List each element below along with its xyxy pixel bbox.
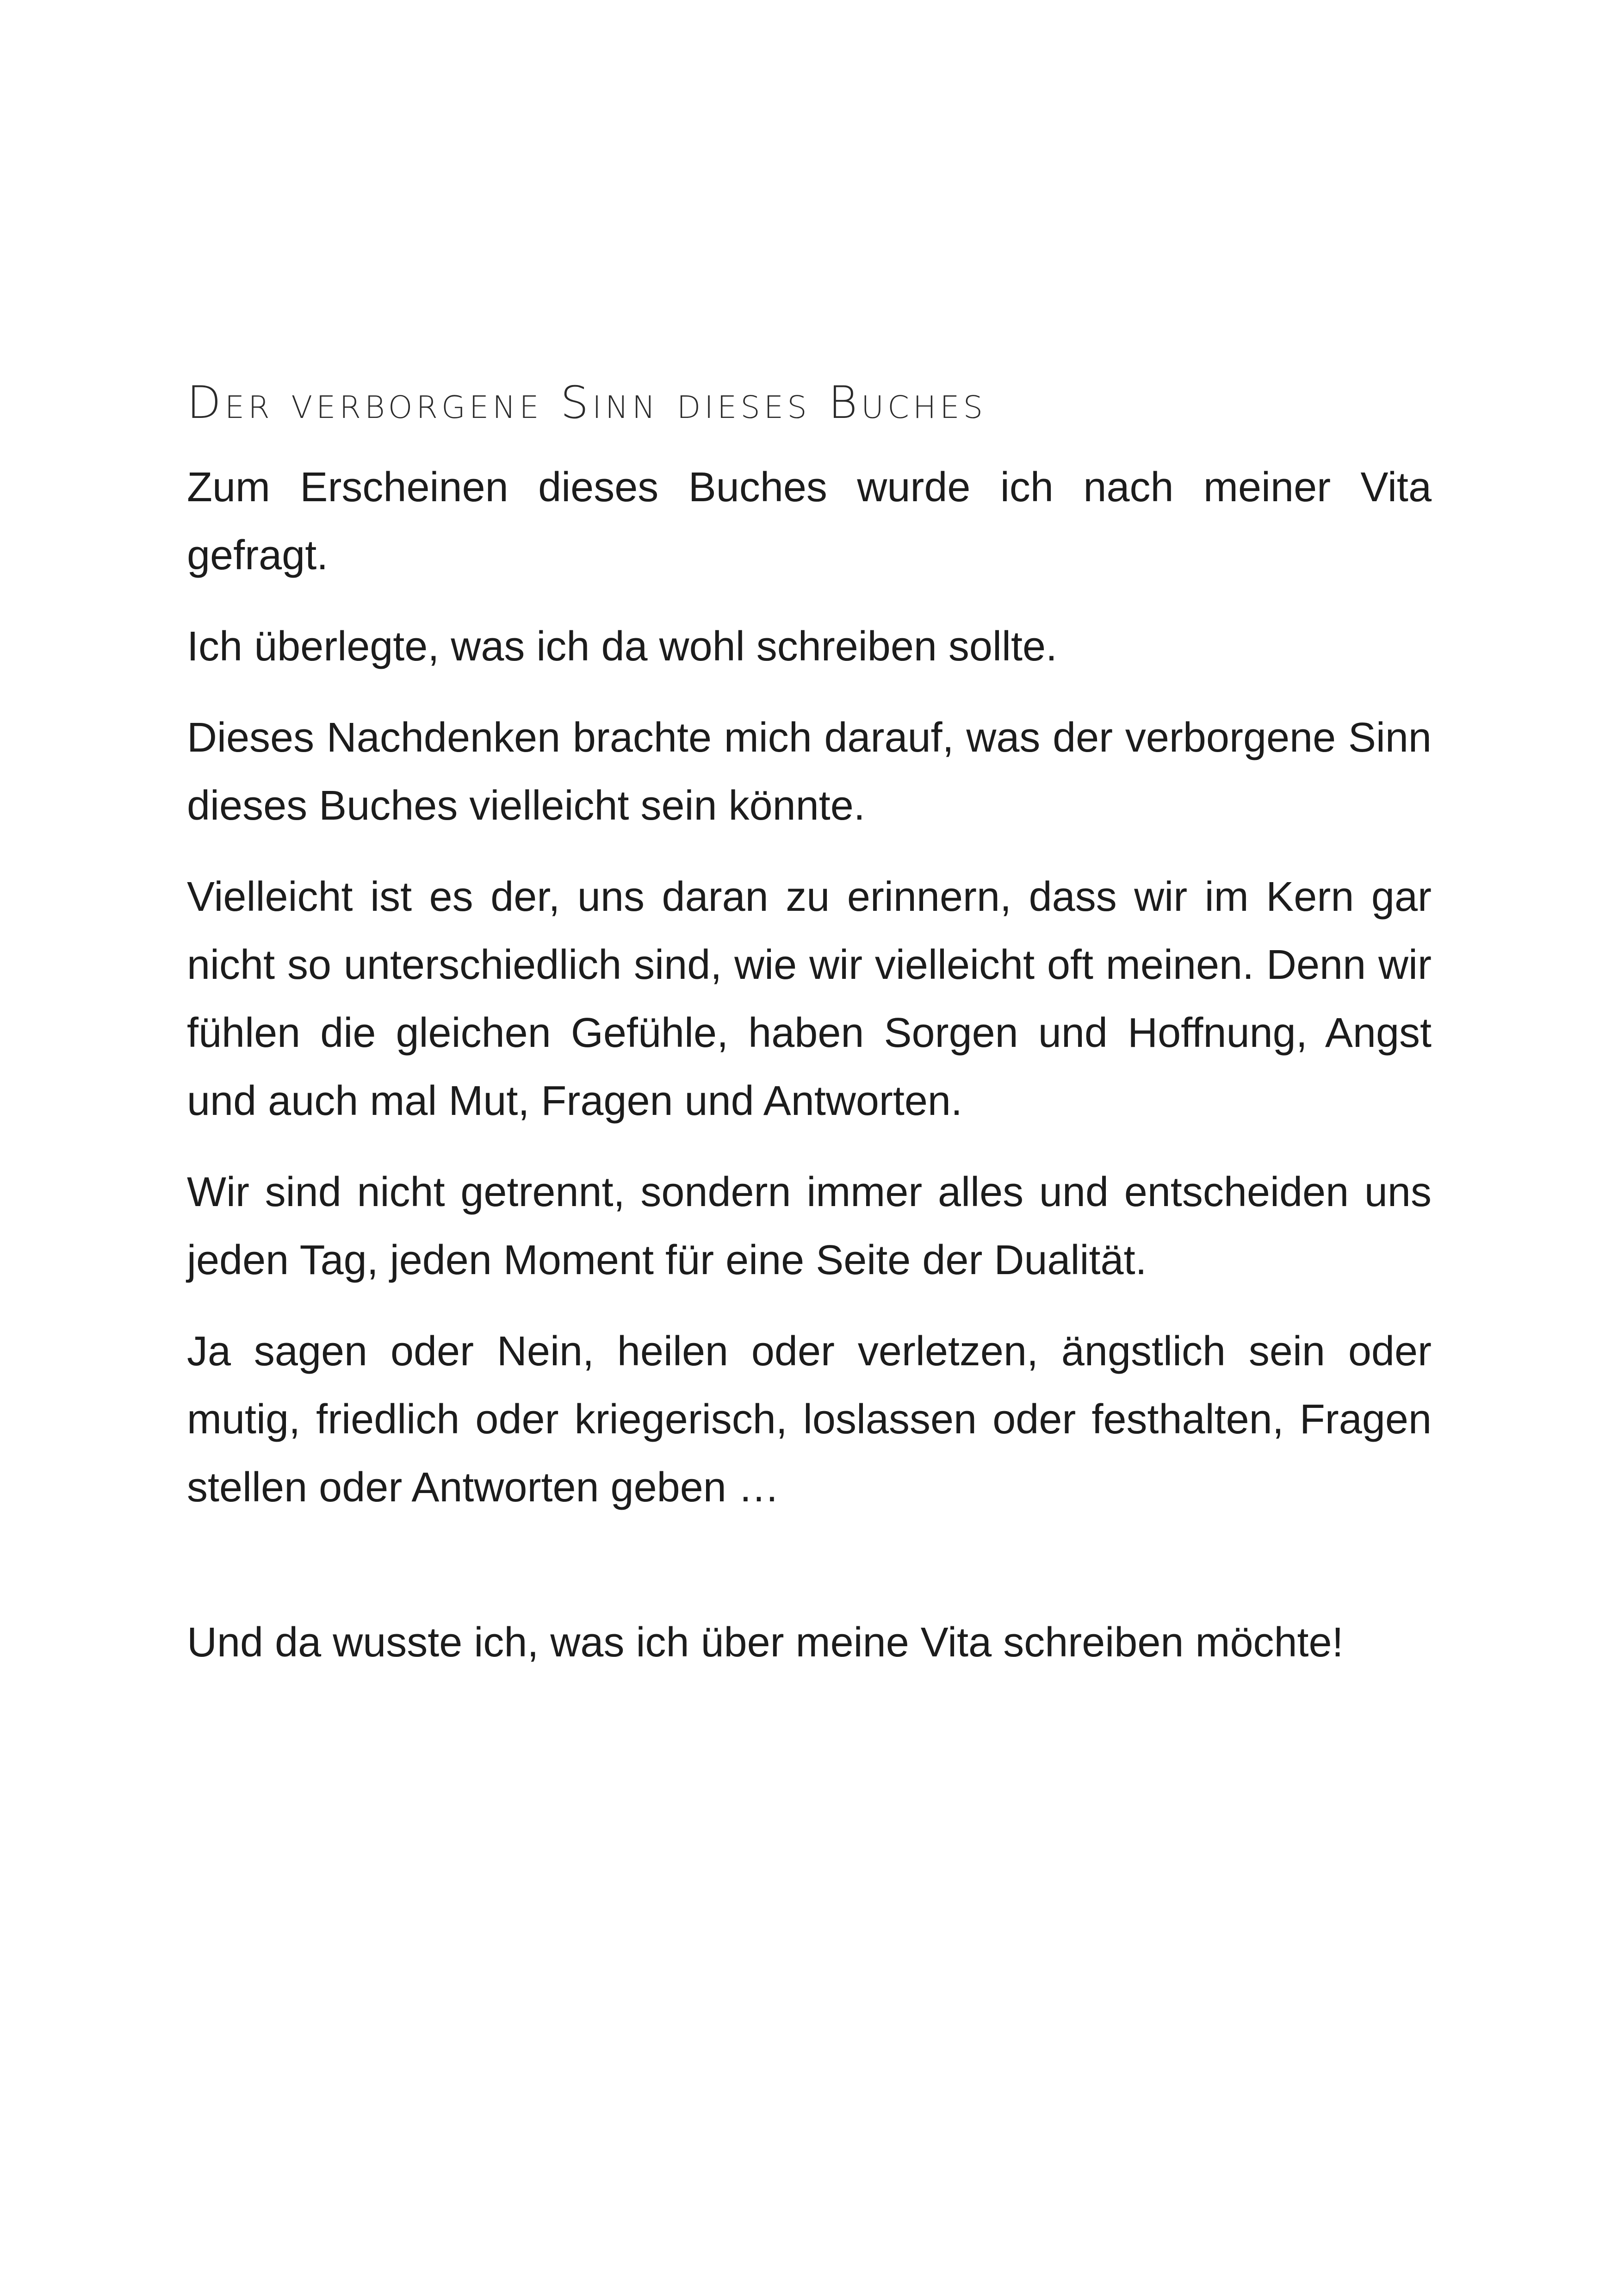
chapter-heading: Der verborgene Sinn dieses Buches	[187, 377, 987, 429]
paragraph-5: Wir sind nicht getrennt, sondern immer alles und entscheiden uns jeden Tag, jeden Moment für eine Seite der Dualität.	[187, 1169, 1432, 1283]
paragraph-2: Ich überlegte, was ich da wohl schreiben sollte.	[187, 623, 1058, 670]
paragraph-spacer	[187, 1545, 1432, 1609]
paragraph-4: Vielleicht ist es der, uns daran zu erinnern, dass wir im Kern gar nicht so unterschiedlich sind, wie wir vielleicht oft meinen. Denn wir fühlen die gleichen Gefühle, haben Sorgen und Hoffnung, Angst und auch mal Mut, Fragen und Antworten.	[187, 874, 1432, 1124]
page-content	[187, 352, 1432, 1677]
paragraph-1: Zum Erscheinen dieses Buches wurde ich nach meiner Vita gefragt.	[187, 464, 1432, 579]
paragraph-6: Ja sagen oder Nein, heilen oder verletzen, ängstlich sein oder mutig, friedlich oder kriegerisch, loslassen oder festhalten, Fragen stellen oder Antworten geben …	[187, 1328, 1432, 1511]
paragraph-3: Dieses Nachdenken brachte mich darauf, was der verborgene Sinn dieses Buches vielleicht sein könnte.	[187, 715, 1432, 829]
closing-line: Und da wusste ich, was ich über meine Vita schreiben möchte!	[187, 1619, 1344, 1666]
